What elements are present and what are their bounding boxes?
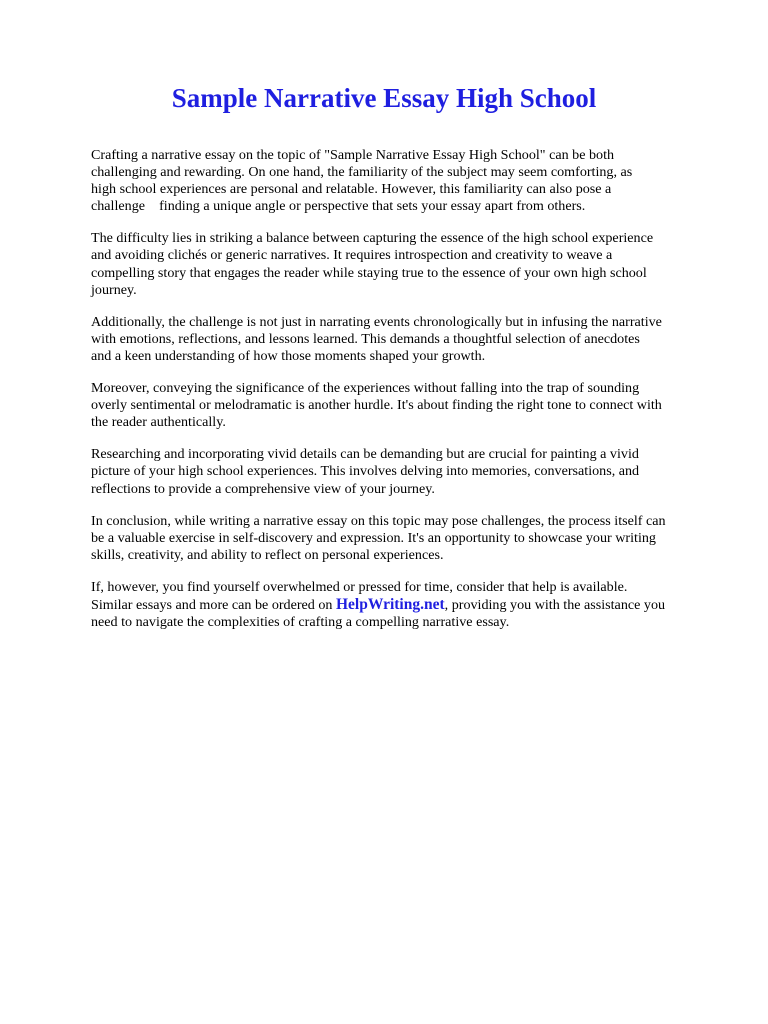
closing-text-before-link: If, however, you find yourself overwhelmed or pressed for time, consider that help is available. Similar essays and more can be ordered on: [91, 578, 628, 613]
paragraph-intro: Crafting a narrative essay on the topic of "Sample Narrative Essay High School" can be both challenging and rewarding. On one hand, the familiarity of the subject may seem comforting, as high school experiences are personal and relatable. However, this familiarity can also pose a challenge finding a unique angle or perspective that sets your essay apart from others.: [91, 147, 633, 215]
paragraph-researching: Researching and incorporating vivid details can be demanding but are crucial for painting a vivid picture of your high school experiences. This involves delving into memories, conversations, and reflections to provide a comprehensive view of your journey.: [91, 446, 640, 497]
paragraph-moreover: Moreover, conveying the significance of the experiences without falling into the trap of sounding overly sentimental or melodramatic is another hurdle. It's about finding the right tone to connect with the reader authentically.: [91, 380, 662, 431]
paragraph-conclusion: In conclusion, while writing a narrative essay on this topic may pose challenges, the process itself can be a valuable exercise in self-discovery and expression. It's an opportunity to showcase your writing skills, creativity, and ability to reflect on personal experiences.: [91, 512, 666, 563]
paragraph-difficulty: The difficulty lies in striking a balance between capturing the essence of the high school experience and avoiding clichés or generic narratives. It requires introspection and creativity to weave a compelling story that engages the reader while staying true to the essence of your own high school journey.: [91, 230, 654, 298]
closing-text-after-link: , providing you with the assistance you need to navigate the complexities of crafting a compelling narrative essay.: [91, 596, 666, 631]
essay-body: [91, 147, 731, 646]
paragraph-closing: [91, 579, 731, 631]
paragraph-additionally: Additionally, the challenge is not just in narrating events chronologically but in infusing the narrative with emotions, reflections, and lessons learned. This demands a thoughtful selection of anecdotes and a keen understanding of how those moments shaped your growth.: [91, 313, 662, 364]
page-title: Sample Narrative Essay High School: [171, 83, 597, 113]
helpwriting-link[interactable]: HelpWriting.net: [336, 595, 445, 613]
